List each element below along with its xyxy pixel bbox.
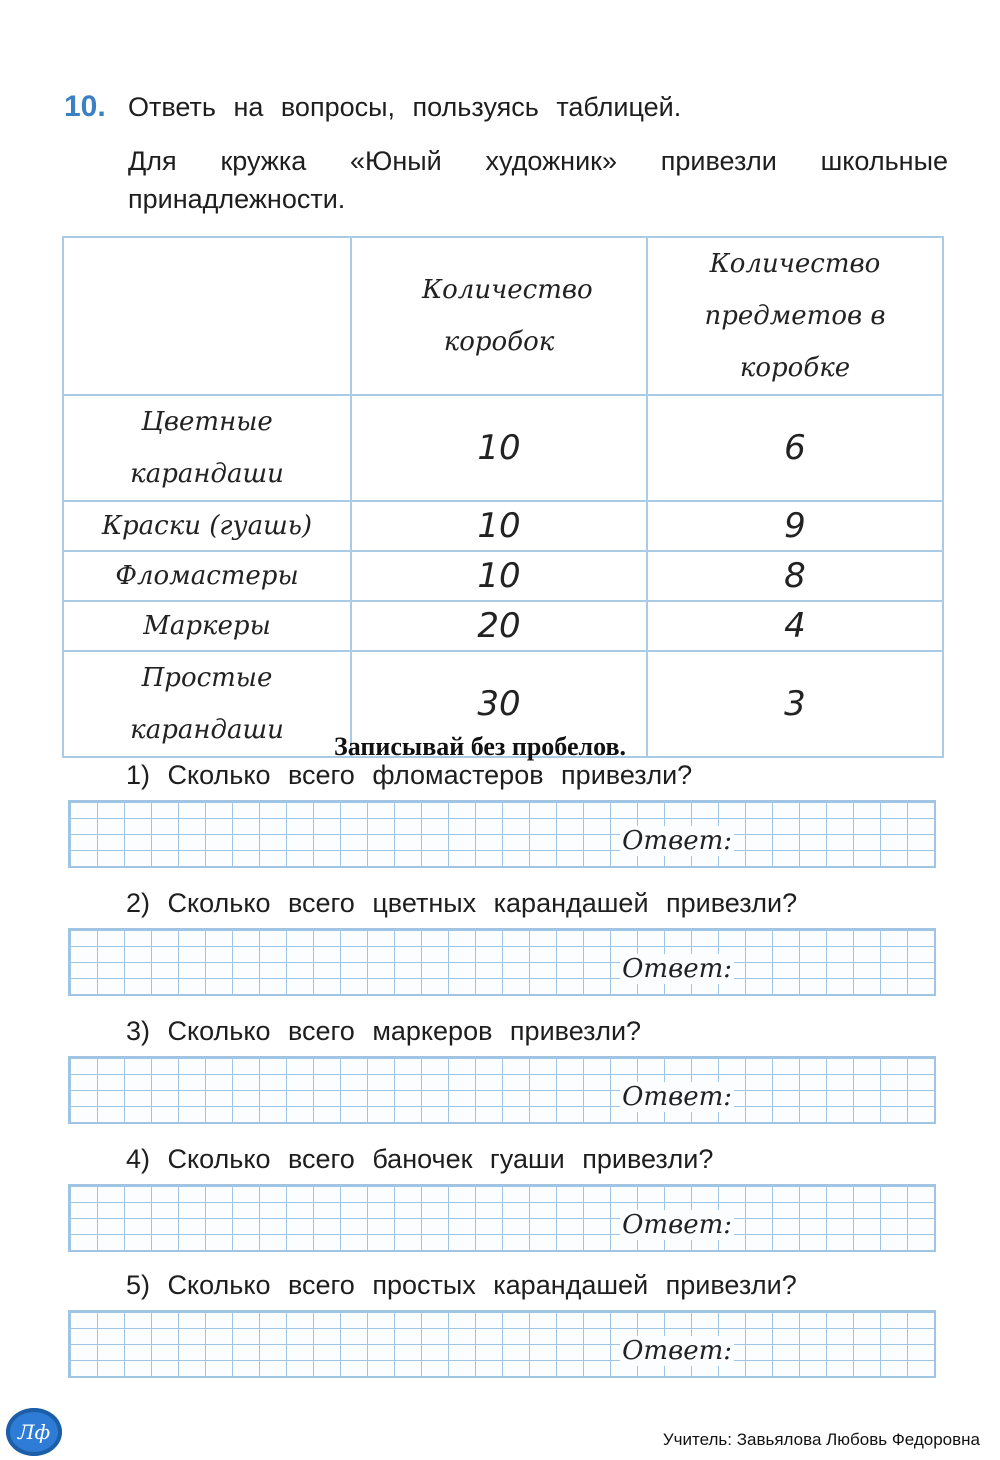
- answer-grid-3[interactable]: [68, 1056, 936, 1124]
- table-cell-boxes: [351, 395, 647, 501]
- boxes-value: 20: [477, 606, 521, 646]
- table-row: [63, 551, 943, 601]
- table-cell-item: [63, 501, 351, 551]
- answer-label-2: Ответ:: [622, 954, 732, 984]
- table-header-empty: [63, 237, 351, 395]
- question-5: 5) Сколько всего простых карандашей привезли?: [126, 1270, 797, 1300]
- supplies-table: [62, 236, 944, 758]
- answer-input-4[interactable]: [70, 1186, 640, 1248]
- table-cell-per-box: [647, 601, 943, 651]
- per-box-value: 3: [784, 684, 806, 724]
- task-title: Ответь на вопросы, пользуясь таблицей.: [128, 92, 682, 122]
- table-header-row: [63, 237, 943, 395]
- table-cell-boxes: [351, 551, 647, 601]
- question-1: 1) Сколько всего фломастеров привезли?: [126, 760, 693, 790]
- question-3: 3) Сколько всего маркеров привезли?: [126, 1016, 642, 1046]
- answer-grid-1[interactable]: [68, 800, 936, 868]
- boxes-value: 10: [477, 428, 521, 468]
- header-boxes-label: Количество коробок: [422, 275, 593, 357]
- author-logo: [6, 1408, 62, 1456]
- item-label: Краски (гуашь): [101, 511, 313, 541]
- boxes-value: 30: [477, 684, 521, 724]
- boxes-value: 10: [477, 506, 521, 546]
- table-cell-item: [63, 601, 351, 651]
- table-cell-per-box: [647, 395, 943, 501]
- item-label: Цветные карандаши: [130, 407, 284, 489]
- answer-input-1[interactable]: [70, 802, 640, 864]
- answer-grid-2[interactable]: [68, 928, 936, 996]
- table-cell-boxes: [351, 601, 647, 651]
- table-cell-per-box: [647, 551, 943, 601]
- logo-monogram: Лф: [17, 1420, 51, 1444]
- item-label: Простые карандаши: [130, 663, 284, 745]
- table-cell-item: [63, 395, 351, 501]
- answer-label-4: Ответ:: [622, 1210, 732, 1240]
- answer-grid-5[interactable]: [68, 1310, 936, 1378]
- answer-label-5: Ответ:: [622, 1336, 732, 1366]
- instruction-note: Записывай без пробелов.: [334, 732, 626, 761]
- per-box-value: 6: [784, 428, 806, 468]
- answer-label-1: Ответ:: [622, 826, 732, 856]
- item-label: Маркеры: [143, 611, 271, 641]
- table-cell-per-box: [647, 501, 943, 551]
- answer-input-3[interactable]: [70, 1058, 640, 1120]
- per-box-value: 9: [784, 506, 806, 546]
- table-cell-boxes: [351, 501, 647, 551]
- table-cell-item: [63, 551, 351, 601]
- answer-label-3: Ответ:: [622, 1082, 732, 1112]
- table-header-per-box: [647, 237, 943, 395]
- question-4: 4) Сколько всего баночек гуаши привезли?: [126, 1144, 714, 1174]
- boxes-value: 10: [477, 556, 521, 596]
- table-row: [63, 501, 943, 551]
- per-box-value: 8: [784, 556, 806, 596]
- task-text: Для кружка «Юный художник» привезли школьные принадлежности.: [128, 146, 948, 214]
- answer-grid-4[interactable]: [68, 1184, 936, 1252]
- answer-input-5[interactable]: [70, 1312, 640, 1374]
- per-box-value: 4: [784, 606, 806, 646]
- table-header-boxes: [351, 237, 647, 395]
- table-row: [63, 395, 943, 501]
- header-per-box-label: Количество предметов в коробке: [704, 249, 886, 383]
- table-row: [63, 601, 943, 651]
- answer-input-2[interactable]: [70, 930, 640, 992]
- question-2: 2) Сколько всего цветных карандашей привезли?: [126, 888, 798, 918]
- teacher-credit: Учитель: Завьялова Любовь Федоровна: [662, 1430, 980, 1449]
- item-label: Фломастеры: [115, 561, 299, 591]
- task-number: 10.: [64, 90, 106, 123]
